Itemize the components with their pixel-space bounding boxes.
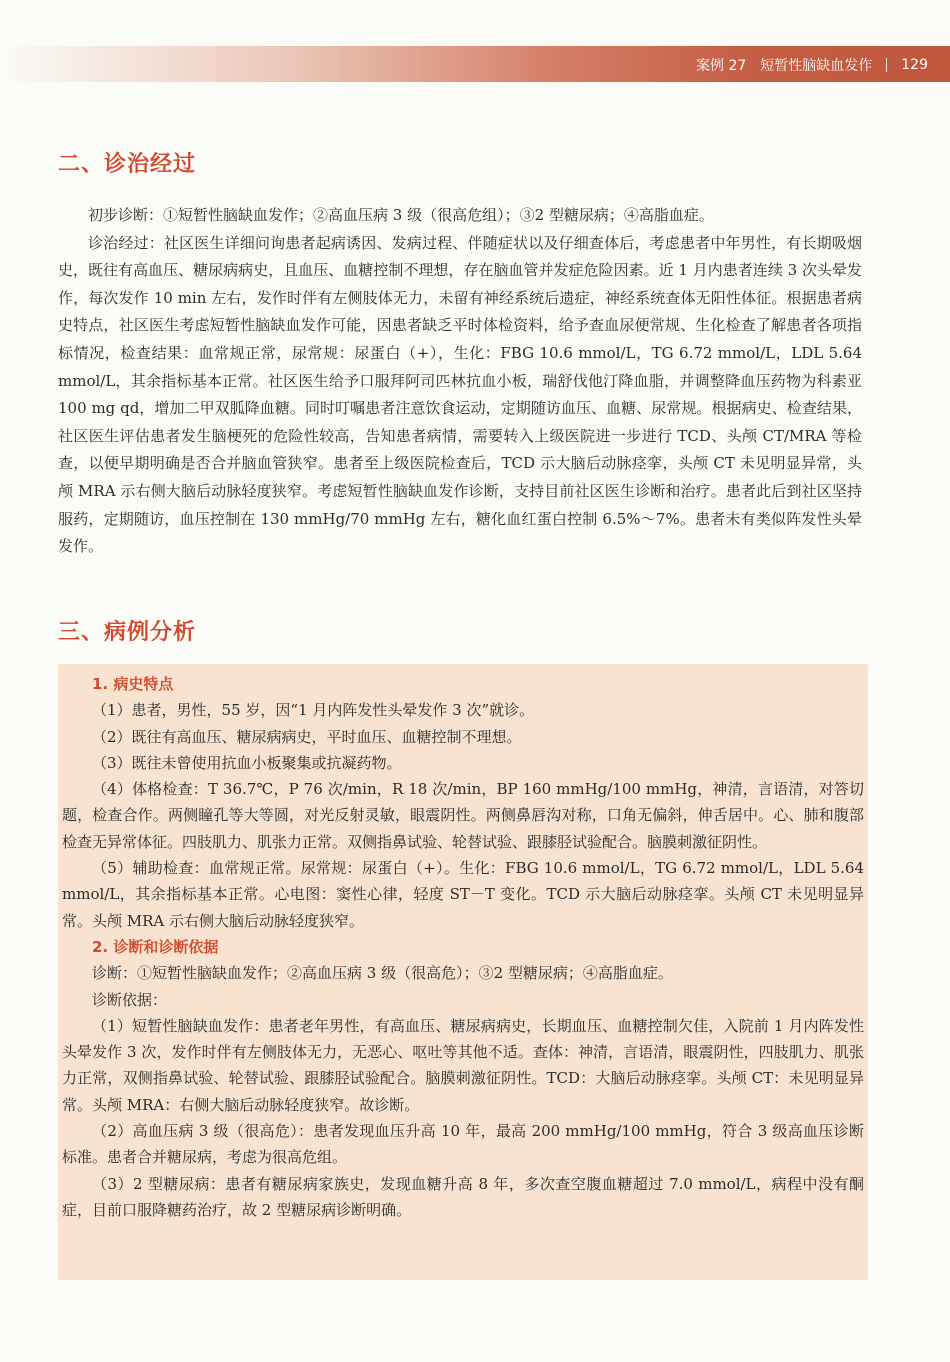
section-diagnosis-treatment-body [58, 202, 862, 561]
case-label: 案例 27 [696, 58, 747, 74]
case-analysis-box [58, 664, 868, 1280]
subheading-history-features: 1. 病史特点 [92, 675, 174, 693]
case-title: 短暂性脑缺血发作 [760, 58, 873, 74]
history-item: （3）既往未曾使用抗血小板聚集或抗凝药物。 [92, 753, 402, 772]
diagnosis-item: 诊断：①短暂性脑缺血发作；②高血压病 3 级（很高危）；③2 型糖尿病；④高脂血症。 [92, 964, 673, 983]
paragraph-treatment-course: 诊治经过：社区医生详细问询患者起病诱因、发病过程、伴随症状以及仔细查体后，考虑患者中年男性，有长期吸烟史，既往有高血压、糖尿病病史，且血压、血糖控制不理想，存在脑血管并发症危险因素。近 1 月内患者连续 3 次头晕发作，每次发作 10 min 左右，发作时伴有左侧肢体无力，未留有神经系统后遗症，神经系统查体无阳性体征。根据患者病史特点，社区医生考虑短暂性脑缺血发作可能，因患者缺乏平时体检资料，给予查血尿便常规、生化检查了解患者各项指标情况，检查结果：血常规正常，尿常规：尿蛋白（+），生化：FBG 10.6 mmol/L，TG 6.72 mmol/L，LDL 5.64 mmol/L，其余指标基本正常。社区医生给予口服拜阿司匹林抗血小板，瑞舒伐他汀降血脂，并调整降血压药物为科素亚 100 mg qd，增加二甲双胍降血糖。同时叮嘱患者注意饮食运动，定期随访血压、血糖、尿常规。根据病史、检查结果，社区医生评估患者发生脑梗死的危险性较高，告知患者病情，需要转入上级医院进一步进行 TCD、头颅 CT/MRA 等检查，以便早期明确是否合并脑血管狭窄。患者至上级医院检查后，TCD 示大脑后动脉痉挛，头颅 CT 未见明显异常，头颅 MRA 示右侧大脑后动脉轻度狭窄。考虑短暂性脑缺血发作诊断，支持目前社区医生诊断和治疗。患者此后到社区坚持服药，定期随访，血压控制在 130 mmHg/70 mmHg 左右，糖化血红蛋白控制 6.5%～7%。患者未有类似阵发性头晕发作。 [58, 233, 862, 556]
subheading-diagnosis-basis: 2. 诊断和诊断依据 [92, 937, 219, 956]
page-number: 129 [901, 57, 928, 73]
diagnosis-item: （2）高血压病 3 级（很高危）：患者发现血压升高 10 年，最高 200 mmHg/100 mmHg，符合 3 级高血压诊断标准。患者合并糖尿病，考虑为很高危组。 [62, 1122, 864, 1167]
paragraph-initial-diagnosis: 初步诊断：①短暂性脑缺血发作；②高血压病 3 级（很高危组）；③2 型糖尿病；④高脂血症。 [88, 206, 714, 224]
diagnosis-item: （1）短暂性脑缺血发作：患者老年男性，有高血压、糖尿病病史，长期血压、血糖控制欠佳，入院前 1 月内阵发性头晕发作 3 次，发作时伴有左侧肢体无力，无恶心、呕吐等其他不适。查体：神清，言语清，眼震阴性，四肢肌力、肌张力正常，双侧指鼻试验、轮替试验、跟膝胫试验配合。脑膜刺激征阴性。TCD：大脑后动脉痉挛。头颅 CT：未见明显异常。头颅 MRA：右侧大脑后动脉轻度狭窄。故诊断。 [62, 1016, 864, 1114]
section-title-case-analysis: 三、病例分析 [58, 619, 197, 645]
history-item: （5）辅助检查：血常规正常。尿常规：尿蛋白（+）。生化：FBG 10.6 mmol/L，TG 6.72 mmol/L，LDL 5.64 mmol/L，其余指标基本正常。心电图：窦性心律，轻度 ST－T 变化。TCD 示大脑后动脉痉挛。头颅 CT 未见明显异常。头颅 MRA 示右侧大脑后动脉轻度狭窄。 [62, 859, 864, 930]
diagnosis-item: （3）2 型糖尿病：患者有糖尿病家族史，发现血糖升高 8 年，多次查空腹血糖超过 7.0 mmol/L，病程中没有酮症，目前口服降糖药治疗，故 2 型糖尿病诊断明确。 [62, 1174, 864, 1219]
history-item: （2）既往有高血压、糖尿病病史，平时血压、血糖控制不理想。 [92, 727, 522, 746]
diagnosis-item: 诊断依据： [92, 990, 168, 1009]
running-header [696, 55, 928, 75]
section-title-diagnosis-treatment: 二、诊治经过 [58, 151, 197, 177]
history-item: （4）体格检查：T 36.7℃，P 76 次/min，R 18 次/min，BP 160 mmHg/100 mmHg，神清，言语清，对答切题，检查合作。两侧瞳孔等大等圆，对光反射灵敏，眼震阴性。两侧鼻唇沟对称，口角无偏斜，伸舌居中。心、肺和腹部检查无异常体征。四肢肌力、肌张力正常。双侧指鼻试验、轮替试验、跟膝胫试验配合。脑膜刺激征阴性。 [62, 780, 864, 851]
header-divider [886, 58, 887, 72]
history-item: （1）患者，男性，55 岁，因“1 月内阵发性头晕发作 3 次”就诊。 [92, 701, 535, 720]
